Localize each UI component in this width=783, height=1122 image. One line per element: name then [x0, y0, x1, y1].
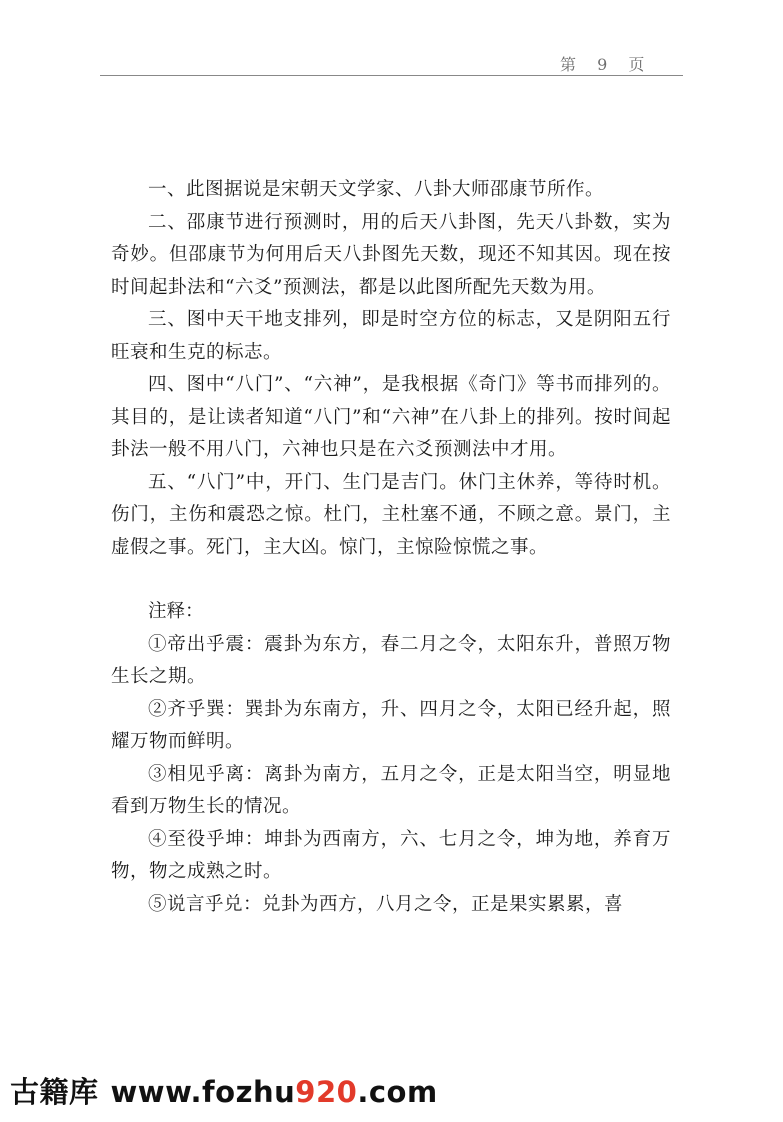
- watermark-site-name: 古籍库: [10, 1075, 99, 1109]
- page-number-header: [560, 52, 660, 75]
- page-number-suffix: 页: [628, 55, 651, 74]
- section-gap: [111, 564, 671, 596]
- note-item-2: ②齐乎巽：巽卦为东南方，升、四月之令，太阳已经升起，照耀万物而鲜明。: [111, 698, 671, 752]
- watermark-url-suffix: .com: [357, 1075, 438, 1109]
- paragraph-1: 一、此图据说是宋朝天文学家、八卦大师邵康节所作。: [148, 179, 605, 200]
- page-number-prefix: 第: [560, 55, 583, 74]
- paragraph-3: 三、图中天干地支排列，即是时空方位的标志，又是阴阳五行旺衰和生克的标志。: [111, 309, 671, 363]
- note-item-5: ⑤说言乎兑：兑卦为西方，八月之令，正是果实累累，喜: [148, 893, 624, 915]
- site-watermark: [10, 1070, 438, 1111]
- watermark-url-accent: 920: [295, 1075, 358, 1109]
- note-item-1: ①帝出乎震：震卦为东方，春二月之令，太阳东升，普照万物生长之期。: [111, 633, 671, 687]
- paragraph-5: 五、“八门”中，开门、生门是吉门。休门主休养，等待时机。伤门，主伤和震恐之惊。杜门，主杜塞不通，不顾之意。景门，主虚假之事。死门，主大凶。惊门，主惊险惊慌之事。: [111, 471, 671, 558]
- page-number: 9: [597, 55, 614, 74]
- document-body: [111, 174, 671, 921]
- header-divider: [100, 75, 683, 76]
- watermark-url-prefix: www.fozhu: [110, 1075, 296, 1109]
- note-item-4: ④至役乎坤：坤卦为西南方，六、七月之令，坤为地，养育万物，物之成熟之时。: [111, 828, 671, 882]
- notes-heading: 注释：: [148, 601, 204, 622]
- paragraph-2: 二、邵康节进行预测时，用的后天八卦图，先天八卦数，实为奇妙。但邵康节为何用后天八卦图先天数，现还不知其因。现在按时间起卦法和“六爻”预测法，都是以此图所配先天数为用。: [111, 211, 671, 298]
- paragraph-4: 四、图中“八门”、“六神”，是我根据《奇门》等书而排列的。其目的，是让读者知道“八门”和“六神”在八卦上的排列。按时间起卦法一般不用八门，六神也只是在六爻预测法中才用。: [111, 374, 671, 460]
- note-item-3: ③相见乎离：离卦为南方，五月之令，正是太阳当空，明显地看到万物生长的情况。: [111, 763, 671, 817]
